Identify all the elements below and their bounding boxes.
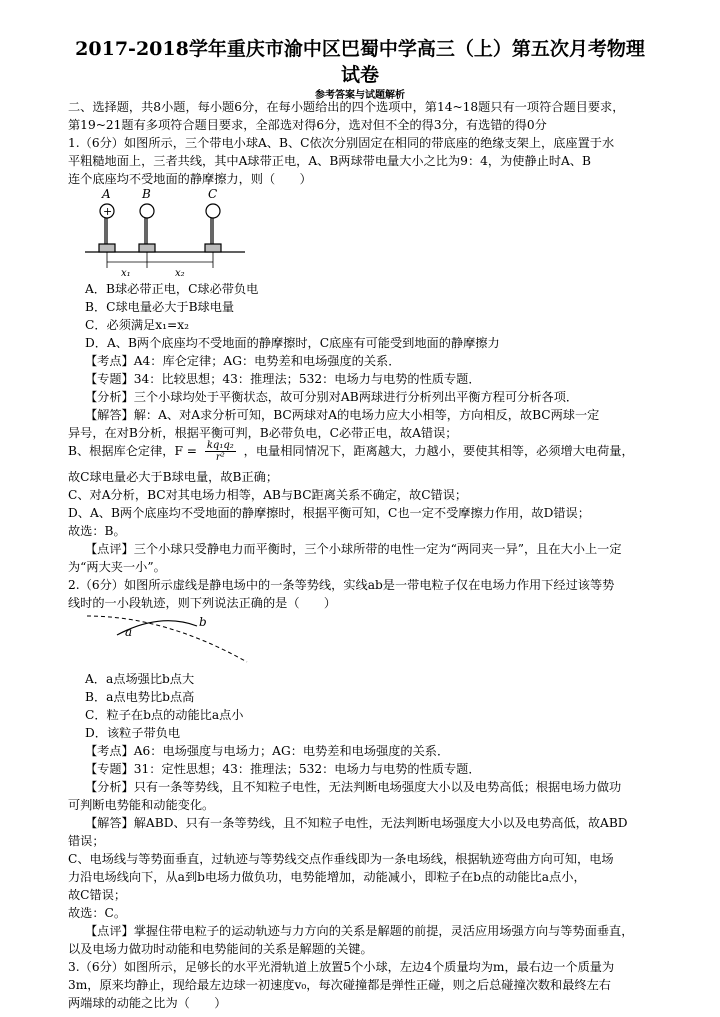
q3-stem: 两端球的动能之比为（ ） [68, 996, 227, 1010]
q1-dianping: 【点评】三个小球只受静电力而平衡时，三个小球所带的电性一定为“两同夹一异”，且在大小上一定 [85, 542, 622, 556]
q1-jieda: C、对A分析，BC对其电场力相等，AB与BC距离关系不确定，故C错误； [68, 488, 468, 502]
q1-fenxi: 【分析】三个小球均处于平衡状态，故可分别对AB两球进行分析列出平衡方程可分析各项． [85, 390, 579, 404]
q2-jieda: 错误； [68, 834, 105, 848]
q1-jieda: 故C球电量必大于B球电量，故B正确； [68, 470, 279, 484]
equipotential-line [87, 616, 247, 662]
base-c [205, 244, 221, 252]
q3-stem: 3m，原来均静止，现给最左边球一初速度v₀，每次碰撞都是弹性正碰，则之后总碰撞次数和最终左右 [68, 978, 611, 992]
document-title: 2017-2018学年重庆市渝中区巴蜀中学高三（上）第五次月考物理 [75, 38, 645, 60]
q1-figure [85, 186, 245, 278]
ball-c [206, 204, 220, 218]
document-title-cont: 试卷 [340, 64, 379, 86]
q2-option-a: A．a点场强比b点大 [85, 672, 195, 686]
q1-option-a: A．B球必带正电，C球必带负电 [85, 282, 259, 296]
ball-b [140, 204, 154, 218]
section-instructions: 二、选择题，共8小题，每小题6分，在每小题给出的四个选项中，第14~18题只有一项符合题目要求， [68, 100, 625, 114]
plus-sign: + [103, 205, 113, 218]
point-a-label: a [125, 625, 133, 639]
section-instructions: 第19~21题有多项符合题目要求，全部选对得6分，选对但不全的得3分，有选错的得0分 [68, 118, 547, 132]
q2-stem: 线时的一小段轨迹，则下列说法正确的是（ ） [68, 596, 337, 610]
q3-stem: 3.（6分）如图所示，足够长的水平光滑轨道上放置5个小球，左边4个质量均为m，最右边一个质量为 [68, 960, 615, 974]
q1-option-d: D．A、B两个底座均不受地面的静摩擦时，C底座有可能受到地面的静摩擦力 [85, 336, 500, 350]
formula-numerator: kq₁q₂ [206, 440, 234, 451]
q1-stem: 平粗糙地面上，三者共线，其中A球带正电，A、B两球带电量大小之比为9：4，为使静止时A、B [68, 154, 591, 168]
q2-option-c: C．粒子在b点的动能比a点小 [85, 708, 244, 722]
label-b: B [142, 187, 151, 201]
q1-stem: 连个底座均不受地面的静摩擦力，则（ ） [68, 172, 312, 186]
coulomb-formula [205, 440, 236, 463]
q2-option-b: B．a点电势比b点高 [85, 690, 195, 704]
point-b-label: b [199, 615, 207, 629]
q1-answer: 故选：B。 [68, 524, 126, 538]
base-b [139, 244, 155, 252]
q1-jieda: D、A、B两个底座均不受地面的静摩擦时，根据平衡可知，C也一定不受摩擦力作用，故D错误； [68, 506, 590, 520]
label-x2: x₂ [175, 268, 185, 278]
q1-kaodian: 【考点】A4：库仑定律；AG：电势差和电场强度的关系． [85, 354, 401, 368]
q2-dianping: 以及电场力做功时动能和电势能间的关系是解题的关键。 [68, 942, 373, 956]
q2-dianping: 【点评】掌握住带电粒子的运动轨迹与力方向的关系是解题的前提，灵活应用场强方向与等势面垂直， [85, 924, 634, 938]
q1-stem: 1.（6分）如图所示，三个带电小球A、B、C依次分别固定在相同的带底座的绝缘支架上，底座置于水 [68, 136, 615, 150]
q2-fenxi: 【分析】只有一条等势线，且不知粒子电性，无法判断电场强度大小以及电势高低；根据电场力做功 [85, 780, 622, 794]
base-a [99, 244, 115, 252]
q2-jieda: C、电场线与等势面垂直，过轨迹与等势线交点作垂线即为一条电场线，根据轨迹弯曲方向可知，电场 [68, 852, 614, 866]
q1-jieda: 异号，在对B分析，根据平衡可判，B必带负电，C必带正电，故A错误； [68, 426, 458, 440]
formula-prefix: B、根据库仑定律，F = [68, 444, 197, 458]
q2-zhuanti: 【专题】31：定性思想；43：推理法；532：电场力与电势的性质专题． [85, 762, 481, 776]
q1-option-c: C．必须满足x₁=x₂ [85, 318, 189, 332]
label-a: A [102, 187, 111, 201]
label-c: C [208, 187, 218, 201]
q2-jieda: 力沿电场线向下，从a到b电场力做负功，电势能增加，动能减小，即粒子在b点的动能比a点小， [68, 870, 586, 884]
q2-jieda: 【解答】解ABD、只有一条等势线，且不知粒子电性，无法判断电场强度大小以及电势高低，故ABD [85, 816, 628, 830]
formula-denominator: r² [215, 452, 225, 463]
q1-formula-line [68, 436, 634, 466]
q1-jieda: 【解答】解：A、对A求分析可知，BC两球对A的电场力应大小相等，方向相反，故BC两球一定 [85, 408, 600, 422]
q2-stem: 2.（6分）如图所示虚线是静电场中的一条等势线，实线ab是一带电粒子仅在电场力作用下经过该等势 [68, 578, 615, 592]
q2-fenxi: 可判断电势能和动能变化。 [68, 798, 215, 812]
q2-option-d: D．该粒子带负电 [85, 726, 181, 740]
q1-option-b: B．C球电量必大于B球电量 [85, 300, 235, 314]
formula-suffix: ，电量相同情况下，距离越大，力越小，要使其相等，必须增大电荷量， [243, 444, 634, 458]
q1-dianping: 为“两大夹一小”。 [68, 560, 166, 574]
q2-answer: 故选：C。 [68, 906, 127, 920]
q2-kaodian: 【考点】A6：电场强度与电场力；AG：电势差和电场强度的关系． [85, 744, 450, 758]
q2-jieda: 故C错误； [68, 888, 127, 902]
document-subtitle: 参考答案与试题解析 [315, 90, 405, 101]
label-x1: x₁ [121, 268, 131, 278]
q1-zhuanti: 【专题】34：比较思想；43：推理法；532：电场力与电势的性质专题． [85, 372, 481, 386]
q2-figure [85, 608, 255, 668]
